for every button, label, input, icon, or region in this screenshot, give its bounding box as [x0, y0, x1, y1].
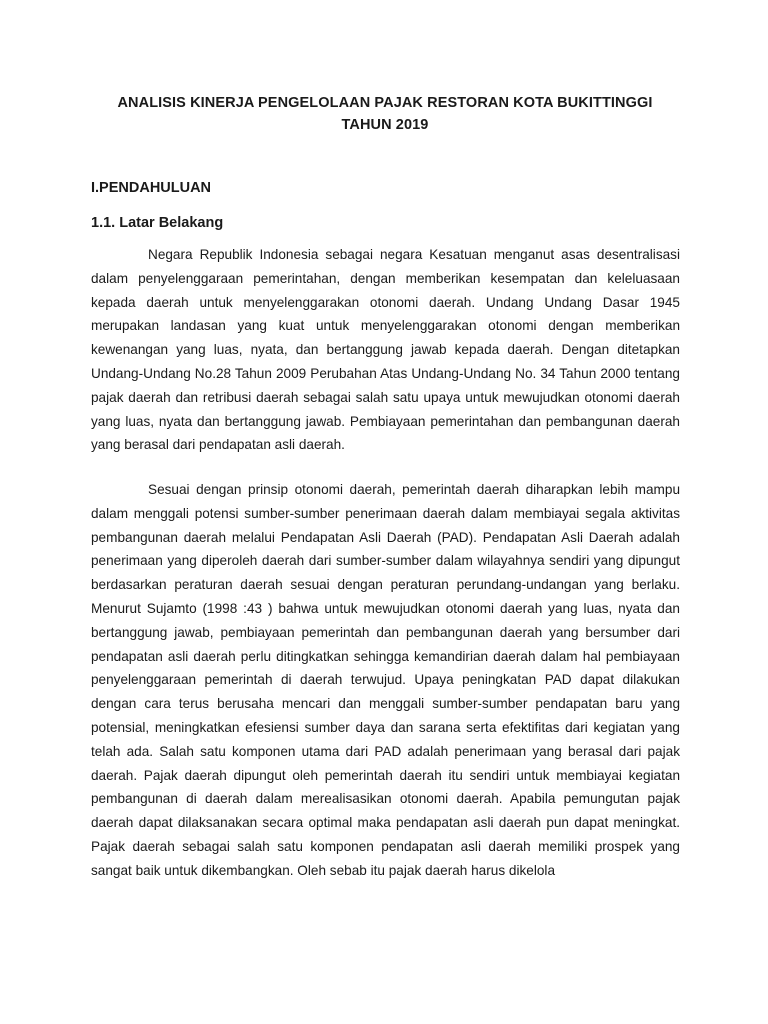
- subsection-heading: 1.1. Latar Belakang: [91, 215, 224, 231]
- body-paragraph-1: Negara Republik Indonesia sebagai negara Kesatuan menganut asas desentralisasi dalam penyelenggaraan pemerintahan, dengan memberikan kesempatan dan keleluasaan kepada daerah untuk menyelenggarakan otonomi daerah. Undang Undang Dasar 1945 merupakan landasan yang kuat untuk menyelenggarakan otonomi dengan memberikan kewenangan yang luas, nyata, dan bertanggung jawab kepada daerah. Dengan ditetapkan Undang-Undang No.28 Tahun 2009 Perubahan Atas Undang-Undang No. 34 Tahun 2000 tentang pajak daerah dan retribusi daerah sebagai salah satu upaya untuk mewujudkan otonomi daerah yang luas, nyata dan bertanggung jawab. Pembiayaan pemerintahan dan pembangunan daerah yang berasal dari pendapatan asli daerah.: [91, 247, 680, 453]
- title-line-1: ANALISIS KINERJA PENGELOLAAN PAJAK RESTORAN KOTA BUKITTINGGI: [117, 95, 653, 111]
- body-paragraph-2: Sesuai dengan prinsip otonomi daerah, pemerintah daerah diharapkan lebih mampu dalam menggali potensi sumber-sumber penerimaan daerah dalam membiayai segala aktivitas pembangunan daerah melalui Pendapatan Asli Daerah (PAD). Pendapatan Asli Daerah adalah penerimaan yang diperoleh daerah dari sumber-sumber dalam wilayahnya sendiri yang dipungut berdasarkan peraturan daerah sesuai dengan peraturan perundang-undangan yang berlaku. Menurut Sujamto (1998 :43 ) bahwa untuk mewujudkan otonomi daerah yang luas, nyata dan bertanggung jawab, pembiayaan pemerintah dan pembangunan daerah yang bersumber dari pendapatan asli daerah perlu ditingkatkan sehingga kemandirian daerah dalam hal pembiayaan penyelenggaraan pemerintah di daerah terwujud. Upaya peningkatan PAD dapat dilakukan dengan cara terus berusaha mencari dan menggali sumber-sumber pendapatan baru yang potensial, meningkatkan efesiensi sumber daya dan sarana serta efektifitas dari kegiatan yang telah ada. Salah satu komponen utama dari PAD adalah penerimaan yang berasal dari pajak daerah. Pajak daerah dipungut oleh pemerintah daerah itu sendiri untuk membiayai kegiatan pembangunan di daerah dalam merealisasikan otonomi daerah. Apabila pemungutan pajak daerah dapat dilaksanakan secara optimal maka pendapatan asli daerah pun dapat meningkat. Pajak daerah sebagai salah satu komponen pendapatan asli daerah memiliki prospek yang sangat baik untuk dikembangkan. Oleh sebab itu pajak daerah harus dikelola: [91, 482, 680, 878]
- document-title: [90, 92, 680, 136]
- title-line-2: TAHUN 2019: [341, 117, 429, 133]
- section-heading: I.PENDAHULUAN: [91, 180, 212, 196]
